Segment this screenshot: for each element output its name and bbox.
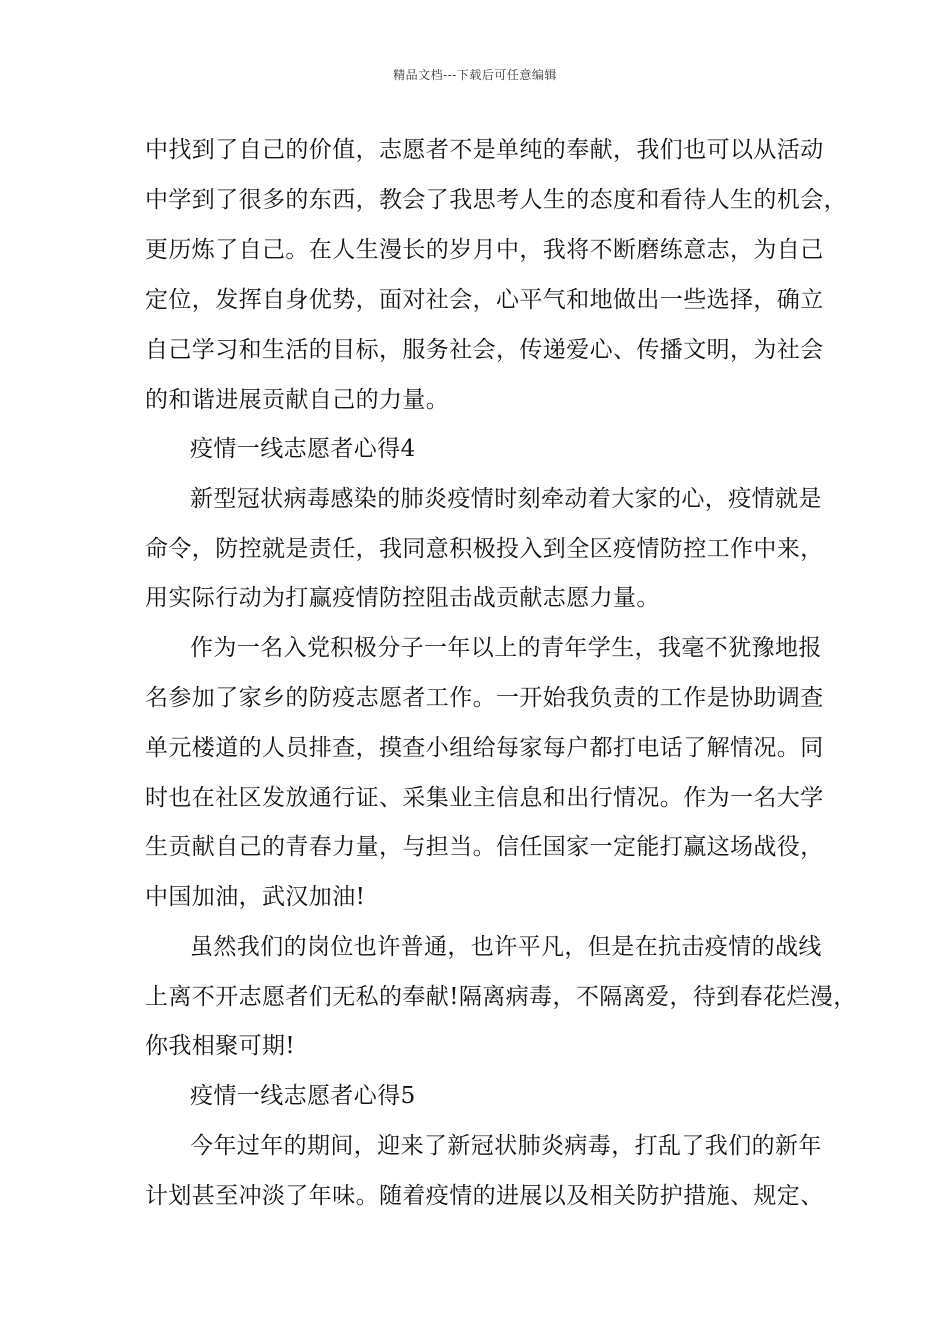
text-line: 更历炼了自己。在人生漫长的岁月中，我将不断磨练意志，为自己	[145, 237, 824, 263]
text-line: 中学到了很多的东西，教会了我思考人生的态度和看待人生的机会，	[145, 187, 847, 213]
text-line: 用实际行动为打赢疫情防控阻击战贡献志愿力量。	[145, 585, 660, 611]
text-line: 作为一名入党积极分子一年以上的青年学生，我毫不犹豫地报	[190, 635, 822, 661]
text-line: 时也在社区发放通行证、采集业主信息和出行情况。作为一名大学	[145, 785, 824, 811]
text-line: 定位，发挥自身优势，面对社会，心平气和地做出一些选择，确立	[145, 287, 824, 313]
text-line: 计划甚至冲淡了年味。随着疫情的进展以及相关防护措施、规定、	[145, 1183, 824, 1209]
text-line: 上离不开志愿者们无私的奉献!隔离病毒，不隔离爱，待到春花烂漫，	[145, 984, 857, 1010]
text-line: 单元楼道的人员排查，摸查小组给每家每户都打电话了解情况。同	[145, 735, 824, 761]
text-line: 中国加油，武汉加油!	[145, 884, 366, 910]
section-heading: 疫情一线志愿者心得4	[190, 436, 416, 462]
text-line: 名参加了家乡的防疫志愿者工作。一开始我负责的工作是协助调查	[145, 685, 824, 711]
text-line: 虽然我们的岗位也许普通，也许平凡，但是在抗击疫情的战线	[190, 934, 822, 960]
text-line: 新型冠状病毒感染的肺炎疫情时刻牵动着大家的心，疫情就是	[190, 486, 822, 512]
page-header: 精品文档---下载后可任意编辑	[393, 68, 557, 82]
text-line: 今年过年的期间，迎来了新冠状肺炎病毒，打乱了我们的新年	[190, 1133, 822, 1159]
text-line: 的和谐进展贡献自己的力量。	[145, 387, 450, 413]
text-line: 命令，防控就是责任，我同意积极投入到全区疫情防控工作中来，	[145, 536, 824, 562]
section-heading: 疫情一线志愿者心得5	[190, 1083, 416, 1109]
text-line: 你我相聚可期!	[145, 1033, 296, 1059]
text-line: 中找到了自己的价值，志愿者不是单纯的奉献，我们也可以从活动	[145, 137, 824, 163]
text-line: 生贡献自己的青春力量，与担当。信任国家一定能打赢这场战役，	[145, 834, 824, 860]
text-line: 自己学习和生活的目标，服务社会，传递爱心、传播文明，为社会	[145, 337, 824, 363]
